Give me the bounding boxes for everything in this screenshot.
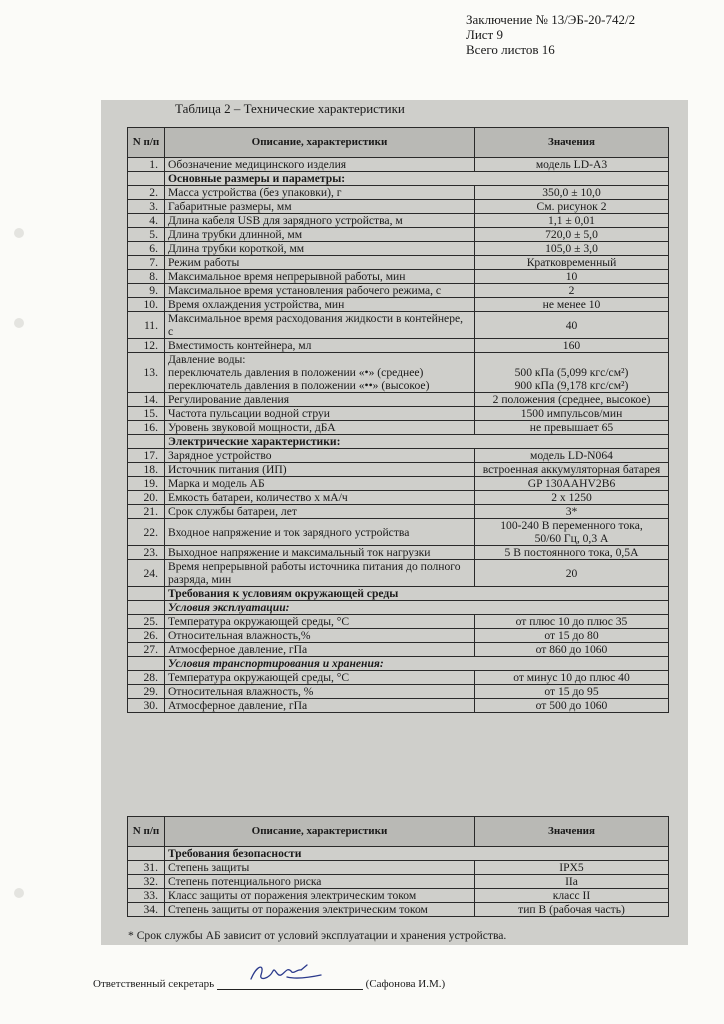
signature-block xyxy=(93,975,445,990)
row-value: 5 В постоянного тока, 0,5А xyxy=(475,546,669,560)
table-row xyxy=(128,889,669,903)
row-description: Степень потенциального риска xyxy=(165,875,475,889)
row-description: Режим работы xyxy=(165,256,475,270)
row-number: 29. xyxy=(128,685,165,699)
row-description: Зарядное устройство xyxy=(165,449,475,463)
row-description: Длина трубки короткой, мм xyxy=(165,242,475,256)
row-description: Степень защиты от поражения электрическим током xyxy=(165,903,475,917)
row-number: 30. xyxy=(128,699,165,713)
row-number: 21. xyxy=(128,505,165,519)
row-description: Относительная влажность,% xyxy=(165,629,475,643)
row-description: Вместимость контейнера, мл xyxy=(165,339,475,353)
row-number: 27. xyxy=(128,643,165,657)
total-sheets: Всего листов 16 xyxy=(466,42,555,57)
table-row xyxy=(128,699,669,713)
table-row xyxy=(128,449,669,463)
table-row xyxy=(128,685,669,699)
table-row xyxy=(128,643,669,657)
column-header-description: Описание, характеристики xyxy=(165,128,475,158)
row-value: 20 xyxy=(475,560,669,587)
row-value: 1500 импульсов/мин xyxy=(475,407,669,421)
table-row xyxy=(128,505,669,519)
section-title: Требования безопасности xyxy=(165,847,669,861)
row-number: 31. xyxy=(128,861,165,875)
row-description: Степень защиты xyxy=(165,861,475,875)
signature-line xyxy=(217,975,363,990)
table-row xyxy=(128,560,669,587)
row-number: 12. xyxy=(128,339,165,353)
row-value: 350,0 ± 10,0 xyxy=(475,186,669,200)
row-value: IIa xyxy=(475,875,669,889)
sheet-number: Лист 9 xyxy=(466,27,503,42)
row-number: 22. xyxy=(128,519,165,546)
column-header-value: Значения xyxy=(475,817,669,847)
row-number: 3. xyxy=(128,200,165,214)
row-value: 2 xyxy=(475,284,669,298)
row-number-cell xyxy=(128,847,165,861)
row-value: 100-240 В переменного тока, 50/60 Гц, 0,3 А xyxy=(475,519,669,546)
row-number-cell xyxy=(128,587,165,601)
row-value: 105,0 ± 3,0 xyxy=(475,242,669,256)
row-description: Атмосферное давление, гПа xyxy=(165,699,475,713)
row-description: Обозначение медицинского изделия xyxy=(165,158,475,172)
row-value: от минус 10 до плюс 40 xyxy=(475,671,669,685)
row-number: 18. xyxy=(128,463,165,477)
section-title: Электрические характеристики: xyxy=(165,435,669,449)
row-number: 26. xyxy=(128,629,165,643)
table-row xyxy=(128,284,669,298)
table-row xyxy=(128,312,669,339)
row-description: Емкость батареи, количество х мА/ч xyxy=(165,491,475,505)
row-number: 23. xyxy=(128,546,165,560)
row-value: от 500 до 1060 xyxy=(475,699,669,713)
table-row xyxy=(128,158,669,172)
row-value: 160 xyxy=(475,339,669,353)
table-row xyxy=(128,353,669,393)
table-row xyxy=(128,903,669,917)
row-description: Источник питания (ИП) xyxy=(165,463,475,477)
row-number: 11. xyxy=(128,312,165,339)
table-row xyxy=(128,242,669,256)
row-value: класс II xyxy=(475,889,669,903)
row-description: Температура окружающей среды, °С xyxy=(165,671,475,685)
row-number: 1. xyxy=(128,158,165,172)
table-row xyxy=(128,339,669,353)
row-value: 10 xyxy=(475,270,669,284)
row-number: 20. xyxy=(128,491,165,505)
row-value: 500 кПа (5,099 кгс/см²) 900 кПа (9,178 кгс/см²) xyxy=(475,353,669,393)
row-description: Максимальное время непрерывной работы, мин xyxy=(165,270,475,284)
table-row xyxy=(128,186,669,200)
row-number: 25. xyxy=(128,615,165,629)
conclusion-number: Заключение № 13/ЭБ-20-742/2 xyxy=(466,12,636,27)
row-number: 5. xyxy=(128,228,165,242)
section-title: Основные размеры и параметры: xyxy=(165,172,669,186)
row-value: от 15 до 95 xyxy=(475,685,669,699)
column-header-value: Значения xyxy=(475,128,669,158)
row-number: 28. xyxy=(128,671,165,685)
section-row xyxy=(128,847,669,861)
table-row xyxy=(128,298,669,312)
subsection-title: Условия транспортирования и хранения: xyxy=(165,657,669,671)
row-value: 40 xyxy=(475,312,669,339)
row-value: Кратковременный xyxy=(475,256,669,270)
technical-specs-table xyxy=(127,127,669,713)
table-row xyxy=(128,546,669,560)
row-description: Выходное напряжение и максимальный ток нагрузки xyxy=(165,546,475,560)
row-number: 32. xyxy=(128,875,165,889)
row-description: Класс защиты от поражения электрическим током xyxy=(165,889,475,903)
table-row xyxy=(128,421,669,435)
row-value: 3* xyxy=(475,505,669,519)
row-description: Давление воды: переключатель давления в положении «•» (среднее) переключатель давления в положении «••» (высокое) xyxy=(165,353,475,393)
row-value: встроенная аккумуляторная батарея xyxy=(475,463,669,477)
row-description: Частота пульсации водной струи xyxy=(165,407,475,421)
row-number: 24. xyxy=(128,560,165,587)
row-number: 16. xyxy=(128,421,165,435)
table-title: Таблица 2 – Технические характеристики xyxy=(175,101,405,116)
table-row xyxy=(128,228,669,242)
row-number: 6. xyxy=(128,242,165,256)
row-number-cell xyxy=(128,435,165,449)
row-number-cell xyxy=(128,657,165,671)
row-description: Срок службы батареи, лет xyxy=(165,505,475,519)
row-description: Уровень звуковой мощности, дБА xyxy=(165,421,475,435)
row-description: Габаритные размеры, мм xyxy=(165,200,475,214)
row-description: Марка и модель АБ xyxy=(165,477,475,491)
punch-hole xyxy=(14,318,24,328)
table-row xyxy=(128,875,669,889)
table-row xyxy=(128,477,669,491)
row-description: Относительная влажность, % xyxy=(165,685,475,699)
section-row xyxy=(128,172,669,186)
signer-role: Ответственный секретарь xyxy=(93,978,215,990)
row-number: 14. xyxy=(128,393,165,407)
table-row xyxy=(128,615,669,629)
row-number: 4. xyxy=(128,214,165,228)
table-row xyxy=(128,393,669,407)
handwritten-signature xyxy=(247,961,327,985)
row-description: Время охлаждения устройства, мин xyxy=(165,298,475,312)
row-number: 19. xyxy=(128,477,165,491)
table-row xyxy=(128,407,669,421)
row-value: от 15 до 80 xyxy=(475,629,669,643)
row-value: GP 130AAHV2B6 xyxy=(475,477,669,491)
table-row xyxy=(128,256,669,270)
row-value: 2 х 1250 xyxy=(475,491,669,505)
row-description: Регулирование давления xyxy=(165,393,475,407)
row-number: 9. xyxy=(128,284,165,298)
row-number: 13. xyxy=(128,353,165,393)
row-description: Входное напряжение и ток зарядного устройства xyxy=(165,519,475,546)
table-row xyxy=(128,200,669,214)
row-value: тип В (рабочая часть) xyxy=(475,903,669,917)
row-value: 1,1 ± 0,01 xyxy=(475,214,669,228)
row-number-cell xyxy=(128,172,165,186)
footnote: * Срок службы АБ зависит от условий эксплуатации и хранения устройства. xyxy=(128,929,507,942)
section-row xyxy=(128,435,669,449)
subsection-title: Условия эксплуатации: xyxy=(165,601,669,615)
row-number: 10. xyxy=(128,298,165,312)
punch-hole xyxy=(14,228,24,238)
row-description: Длина трубки длинной, мм xyxy=(165,228,475,242)
row-value: IPX5 xyxy=(475,861,669,875)
table-row xyxy=(128,491,669,505)
column-header-number: N п/п xyxy=(128,128,165,158)
row-value: модель LD-A3 xyxy=(475,158,669,172)
column-header-number: N п/п xyxy=(128,817,165,847)
row-number: 34. xyxy=(128,903,165,917)
table-row xyxy=(128,519,669,546)
row-number: 8. xyxy=(128,270,165,284)
row-description: Максимальное время установления рабочего режима, с xyxy=(165,284,475,298)
row-description: Длина кабеля USB для зарядного устройства, м xyxy=(165,214,475,228)
row-number: 7. xyxy=(128,256,165,270)
subsection-row xyxy=(128,657,669,671)
row-number: 17. xyxy=(128,449,165,463)
document-header xyxy=(466,12,635,57)
table-row xyxy=(128,214,669,228)
section-title: Требования к условиям окружающей среды xyxy=(165,587,669,601)
section-row xyxy=(128,587,669,601)
table-row xyxy=(128,671,669,685)
row-description: Время непрерывной работы источника питания до полного разряда, мин xyxy=(165,560,475,587)
row-description: Атмосферное давление, гПа xyxy=(165,643,475,657)
row-number: 2. xyxy=(128,186,165,200)
table-row xyxy=(128,629,669,643)
row-description: Максимальное время расходования жидкости в контейнере, с xyxy=(165,312,475,339)
table-row xyxy=(128,463,669,477)
safety-requirements-table xyxy=(127,816,669,917)
row-description: Температура окружающей среды, °С xyxy=(165,615,475,629)
row-value: от 860 до 1060 xyxy=(475,643,669,657)
row-number-cell xyxy=(128,601,165,615)
table-row xyxy=(128,861,669,875)
row-description: Масса устройства (без упаковки), г xyxy=(165,186,475,200)
row-value: не менее 10 xyxy=(475,298,669,312)
table-row xyxy=(128,270,669,284)
row-number: 33. xyxy=(128,889,165,903)
row-value: от плюс 10 до плюс 35 xyxy=(475,615,669,629)
row-number: 15. xyxy=(128,407,165,421)
column-header-description: Описание, характеристики xyxy=(165,817,475,847)
signer-name: (Сафонова И.М.) xyxy=(365,978,446,990)
row-value: См. рисунок 2 xyxy=(475,200,669,214)
subsection-row xyxy=(128,601,669,615)
row-value: модель LD-N064 xyxy=(475,449,669,463)
row-value: не превышает 65 xyxy=(475,421,669,435)
row-value: 720,0 ± 5,0 xyxy=(475,228,669,242)
row-value: 2 положения (среднее, высокое) xyxy=(475,393,669,407)
punch-hole xyxy=(14,888,24,898)
